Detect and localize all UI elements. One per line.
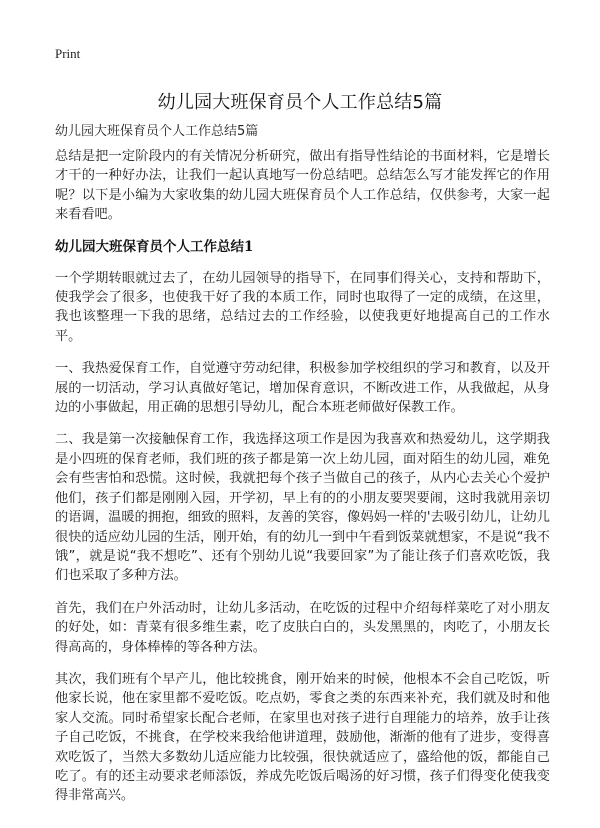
section-heading: 幼儿园大班保育员个人工作总结1 [55,238,254,255]
body-paragraph: 首先，我们在户外活动时，让幼儿多活动，在吃饭的过程中介绍每样菜吃了对小朋友的好处，如：青菜有很多维生素，吃了皮肤白白的，头发黑黑的，肉吃了，小朋友长得高高的，身体棒棒的等各种方法。 [55,600,550,655]
body-paragraph: 一、我热爱保育工作，自觉遵守劳动纪律，积极参加学校组织的学习和教育，以及开展的一切活动，学习认真做好笔记，增加保育意识，不断改进工作，从我做起，从身边的小事做起，用正确的思想引导幼儿，配合本班老师做好保教工作。 [55,361,550,416]
document-subtitle: 幼儿园大班保育员个人工作总结5篇 [55,124,259,139]
body-paragraph: 其次，我们班有个早产儿，他比较挑食，刚开始来的时候，他根本不会自己吃饭，听他家长说，他在家里都不爱吃饭。吃点奶，零食之类的东西来补充，我们就及时和他家人交流。同时希望家长配合老师，在家里也对孩子进行自理能力的培养，放手让孩子自己吃饭，不挑食，在学校来我给他讲道理，鼓励他，渐渐的他有了进步，变得喜欢吃饭了，当然大多数幼儿适应能力比较强，很快就适应了，盛给他的饭，都能自己吃了。有的还主动要求老师添饭，养成先吃饭后喝汤的好习惯，孩子们得变化使我变得非常高兴。 [55,671,550,804]
page-title: 幼儿园大班保育员个人工作总结5篇 [157,92,443,113]
intro-paragraph: 总结是把一定阶段内的有关情况分析研究，做出有指导性结论的书面材料，它是增长才干的一种好办法，让我们一起认真地写一份总结吧。总结怎么写才能发挥它的作用呢？以下是小编为大家收集的幼儿园大班保育员个人工作总结，仅供参考，大家一起来看看吧。 [55,149,550,223]
body-paragraph: 一个学期转眼就过去了，在幼儿园领导的指导下，在同事们得关心，支持和帮助下，使我学会了很多，也使我干好了我的本质工作，同时也取得了一定的成绩，在这里，我也该整理一下我的思绪，总结过去的工作经验，以使我更好地提高自己的工作水平。 [55,270,550,344]
print-link[interactable]: Print [55,46,81,61]
body-paragraph: 二、我是第一次接触保育工作，我选择这项工作是因为我喜欢和热爱幼儿，这学期我是小四班的保育老师，我们班的孩子都是第一次上幼儿园，面对陌生的幼儿园，难免会有些害怕和恐慌。这时候，我就把每个孩子当做自己的孩子，从内心去关心个爱护他们，孩子们都是刚刚入园，开学初，早上有的的小朋友要哭要闹，这时我就用亲切的语调，温暖的拥抱，细致的照料，友善的笑容，像妈妈一样的'去吸引幼儿，让幼儿很快的适应幼儿园的生活，刚开始，有的幼儿一到中午看到饭菜就想家，不是说“我不饿”，就是说“我不想吃”、还有个别幼儿说“我要回家”为了能让孩子们喜欢吃饭，我们也采取了多种方法。 [55,432,550,584]
document-body [55,147,550,819]
